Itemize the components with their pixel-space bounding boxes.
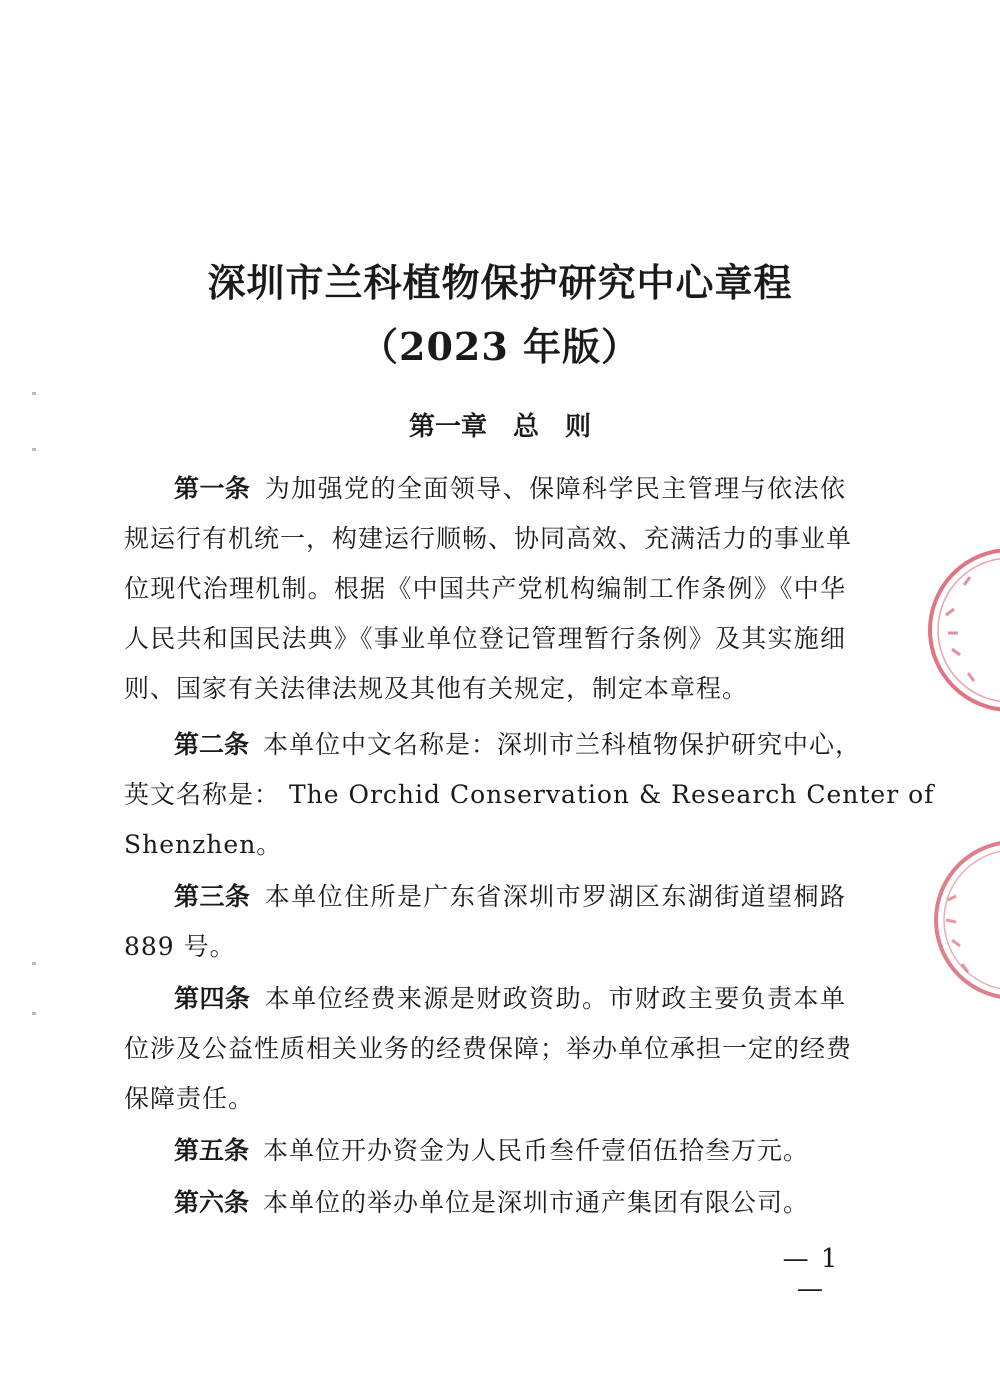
chapter-number: 第一章 xyxy=(408,412,487,442)
article-1-line-2: 规运行有机统一，构建运行顺畅、协同高效、充满活力的事业单 xyxy=(124,524,853,553)
page-number: — 1 — xyxy=(782,1244,840,1304)
document-edition: （2023 年版） xyxy=(360,324,640,369)
document-title: 深圳市兰科植物保护研究中心章程 xyxy=(207,260,793,305)
chapter-title-part2: 则 xyxy=(565,412,592,442)
article-3-line-2: 889 号。 xyxy=(124,932,236,961)
article-label: 第六条 xyxy=(174,1188,250,1217)
binding-mark xyxy=(32,962,36,965)
article-1-line-4: 人民共和国民法典》《事业单位登记管理暂行条例》及其实施细 xyxy=(124,624,846,653)
binding-mark xyxy=(32,392,36,395)
article-label: 第四条 xyxy=(174,984,251,1013)
article-5-line-1: 第五条 本单位开办资金为人民币叁仟壹佰伍拾叁万元。 xyxy=(174,1136,810,1165)
article-1-line-3: 位现代治理机制。根据《中国共产党机构编制工作条例》《中华 xyxy=(124,574,846,603)
article-4-line-2: 位涉及公益性质相关业务的经费保障；举办单位承担一定的经费 xyxy=(124,1034,853,1063)
binding-mark xyxy=(32,448,36,451)
official-seal-stamp-2 xyxy=(918,840,1000,1000)
article-label: 第三条 xyxy=(174,882,251,911)
binding-mark xyxy=(32,1012,36,1015)
article-label: 第二条 xyxy=(174,730,250,759)
article-4-line-1: 第四条 本单位经费来源是财政资助。市财政主要负责本单 xyxy=(174,984,846,1013)
article-6-line-1: 第六条 本单位的举办单位是深圳市通产集团有限公司。 xyxy=(174,1188,810,1217)
article-2-line-2: 英文名称是： The Orchid Conservation & Research Center of xyxy=(124,780,935,809)
official-seal-stamp xyxy=(918,545,1000,715)
article-2-line-3: Shenzhen。 xyxy=(124,830,283,859)
chapter-heading xyxy=(0,406,1000,443)
article-label: 第一条 xyxy=(174,474,251,503)
article-1-line-5: 则、国家有关法律法规及其他有关规定，制定本章程。 xyxy=(124,674,749,703)
chapter-title-part1: 总 xyxy=(512,412,539,442)
article-label: 第五条 xyxy=(174,1136,250,1165)
article-4-line-3: 保障责任。 xyxy=(124,1084,255,1113)
article-1-line-1: 第一条 为加强党的全面领导、保障科学民主管理与依法依 xyxy=(174,474,846,503)
article-3-line-1: 第三条 本单位住所是广东省深圳市罗湖区东湖街道望桐路 xyxy=(174,882,846,911)
article-2-line-1: 第二条 本单位中文名称是：深圳市兰科植物保护研究中心， xyxy=(174,730,862,759)
